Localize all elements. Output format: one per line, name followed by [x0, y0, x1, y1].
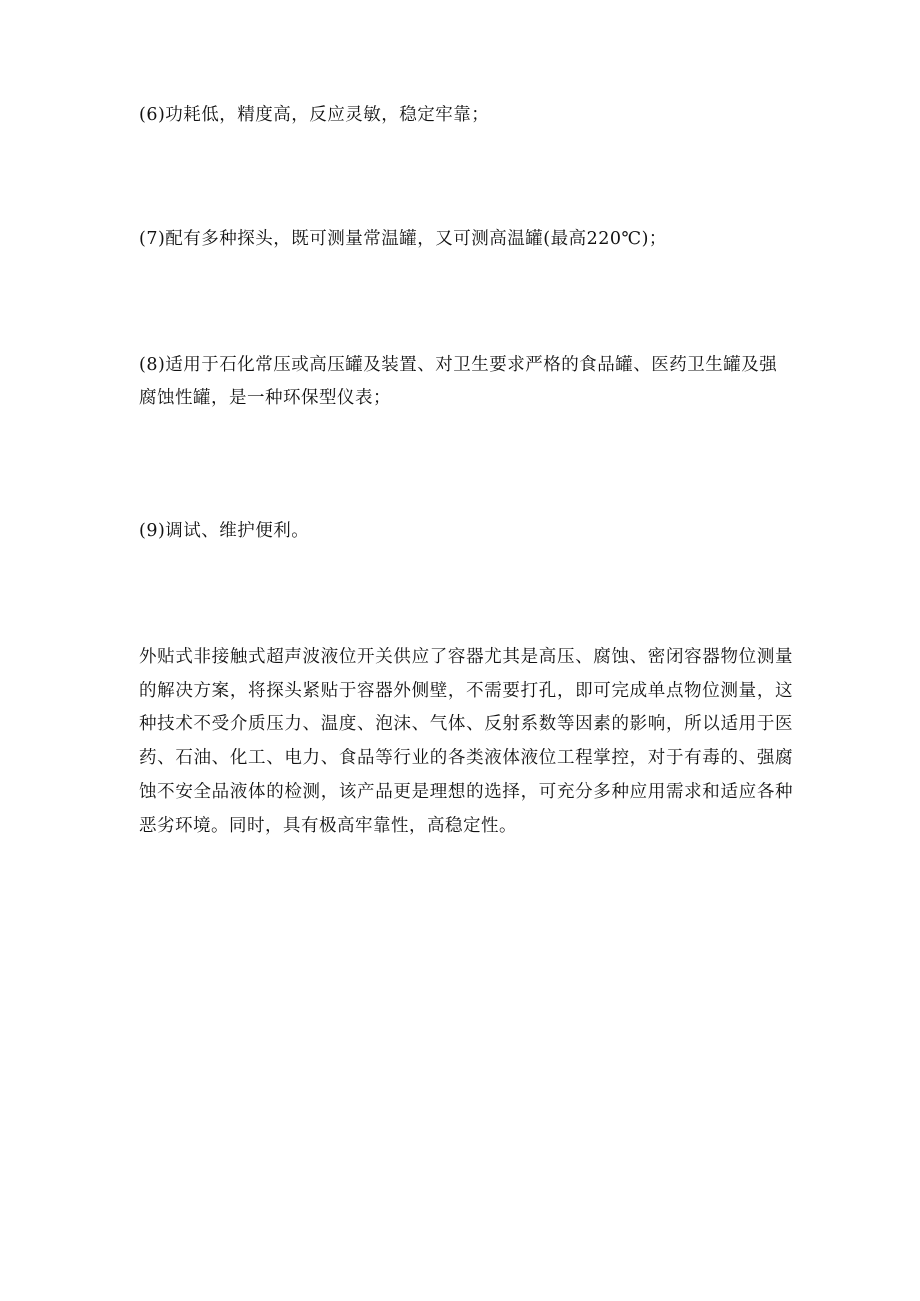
- feature-item-8: (8)适用于石化常压或高压罐及装置、对卫生要求严格的食品罐、医药卫生罐及强腐蚀性罐，是一种环保型仪表；: [139, 355, 778, 408]
- feature-item-6: (6)功耗低，精度高，反应灵敏，稳定牢靠；: [139, 105, 490, 125]
- summary-paragraph: 外贴式非接触式超声波液位开关供应了容器尤其是高压、腐蚀、密闭容器物位测量的解决方案，将探头紧贴于容器外侧壁，不需要打孔，即可完成单点物位测量，这种技术不受介质压力、温度、泡沫、气体、反射系数等因素的影响，所以适用于医药、石油、化工、电力、食品等行业的各类液体液位工程掌控，对于有毒的、强腐蚀不安全品液体的检测，该产品更是理想的选择，可充分多种应用需求和适应各种恶劣环境。同时，具有极高牢靠性，高稳定性。: [139, 647, 793, 836]
- feature-item-9: (9)调试、维护便利。: [139, 521, 310, 541]
- feature-item-7: (7)配有多种探头，既可测量常温罐，又可测高温罐(最高220℃)；: [139, 229, 667, 249]
